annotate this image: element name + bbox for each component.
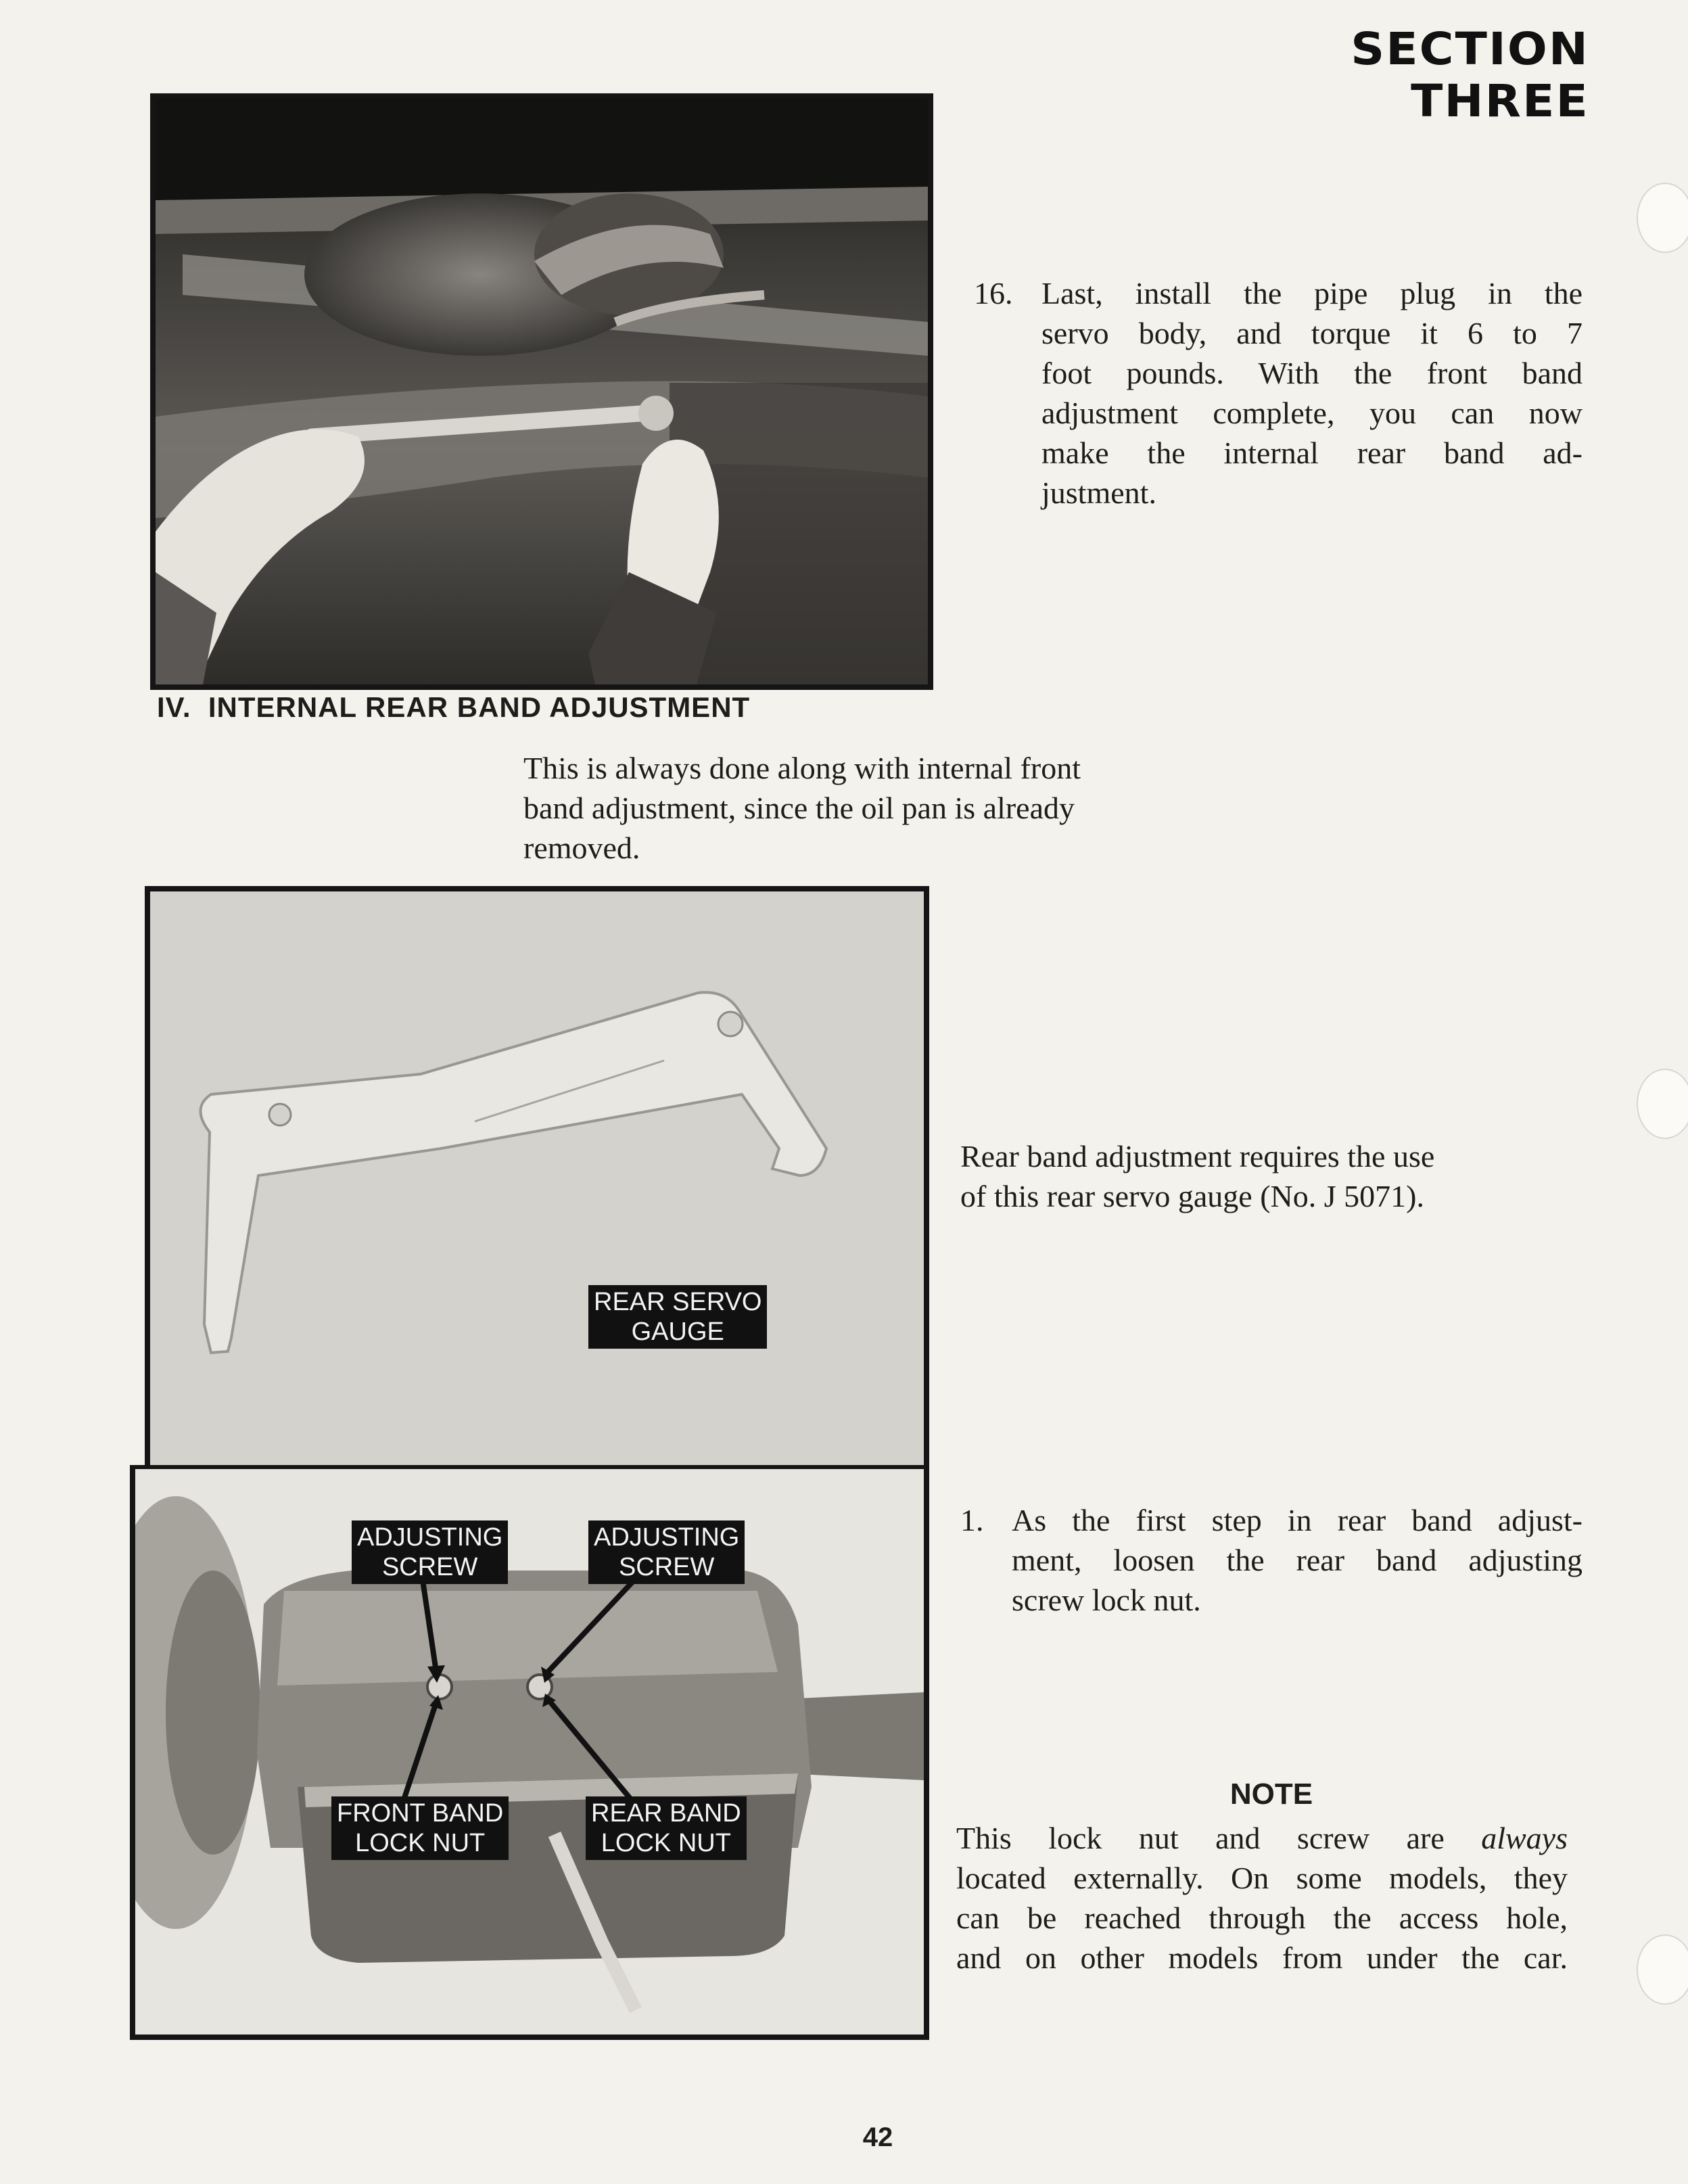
intro-line-1: This is always done along with internal front — [523, 751, 1081, 785]
section-heading: IV. INTERNAL REAR BAND ADJUSTMENT — [157, 691, 751, 723]
label-rear-band-lock-nut — [586, 1796, 747, 1860]
binder-hole-middle — [1637, 1069, 1688, 1139]
step-16-number: 16. — [974, 276, 1013, 310]
label-adjusting-screw-left-line-2: SCREW — [381, 1553, 478, 1581]
step-16-text — [1041, 273, 1582, 513]
label-front-band-lock-nut — [331, 1796, 509, 1860]
rear-servo-gauge-photo — [145, 886, 929, 1474]
transmission-photo — [130, 1465, 929, 2040]
note-heading: NOTE — [1229, 1778, 1313, 1811]
binder-hole-top — [1637, 183, 1688, 253]
label-rear-band-line-1: REAR BAND — [591, 1799, 741, 1828]
step-16-line-3: foot pounds. With the front band — [1041, 356, 1582, 390]
note-line-2: located externally. On some models, they — [956, 1861, 1568, 1895]
note-line-4: and on other models from under the car. — [956, 1941, 1568, 1975]
label-adjusting-screw-left — [352, 1520, 508, 1584]
step-1-text — [1012, 1500, 1582, 1620]
step-1-line-2: ment, loosen the rear band adjusting — [1012, 1543, 1582, 1577]
under-car-photo — [150, 93, 933, 690]
step-1-line-1: As the first step in rear band adjust- — [1012, 1503, 1582, 1537]
gauge-caption-line-2: of this rear servo gauge (No. J 5071). — [960, 1179, 1424, 1213]
rear-servo-gauge-illustration — [150, 891, 924, 1469]
step-16-line-1: Last, install the pipe plug in the — [1041, 276, 1582, 310]
label-front-band-line-2: LOCK NUT — [355, 1829, 486, 1857]
note-line-1-text: This lock nut and screw are — [956, 1821, 1482, 1855]
transmission-illustration — [135, 1469, 924, 2035]
binder-hole-bottom — [1637, 1934, 1688, 2005]
label-adjusting-screw-right-line-1: ADJUSTING — [594, 1523, 740, 1552]
rear-servo-gauge-label — [588, 1285, 767, 1349]
intro-line-3: removed. — [523, 831, 640, 865]
gauge-label-line-2: GAUGE — [631, 1318, 724, 1346]
section-title: SECTION THREE — [1351, 23, 1589, 127]
note-body — [956, 1818, 1568, 1978]
label-adjusting-screw-right — [588, 1520, 745, 1584]
label-front-band-line-1: FRONT BAND — [337, 1799, 504, 1828]
step-1-line-3: screw lock nut. — [1012, 1583, 1201, 1617]
note-emphasis: always — [1481, 1821, 1568, 1855]
step-1 — [960, 1500, 1582, 1620]
step-1-number: 1. — [960, 1503, 984, 1537]
gauge-label-line-1: REAR SERVO — [594, 1288, 762, 1316]
step-16-line-2: servo body, and torque it 6 to 7 — [1041, 316, 1582, 350]
step-16-line-5: make the internal rear band ad- — [1041, 436, 1582, 470]
label-adjusting-screw-right-line-2: SCREW — [618, 1553, 715, 1581]
page-number: 42 — [862, 2122, 893, 2152]
label-rear-band-line-2: LOCK NUT — [601, 1829, 731, 1857]
step-16 — [974, 273, 1582, 513]
gauge-caption-line-1: Rear band adjustment requires the use — [960, 1139, 1435, 1174]
label-adjusting-screw-left-line-1: ADJUSTING — [357, 1523, 503, 1552]
intro-paragraph — [523, 748, 1200, 868]
step-16-line-4: adjustment complete, you can now — [1041, 396, 1582, 430]
step-16-line-6: justment. — [1041, 475, 1156, 510]
gauge-caption — [960, 1136, 1596, 1216]
note-line-3: can be reached through the access hole, — [956, 1901, 1568, 1935]
note-line-1 — [956, 1818, 1568, 1858]
intro-line-2: band adjustment, since the oil pan is already — [523, 791, 1075, 825]
under-car-illustration — [156, 99, 928, 684]
